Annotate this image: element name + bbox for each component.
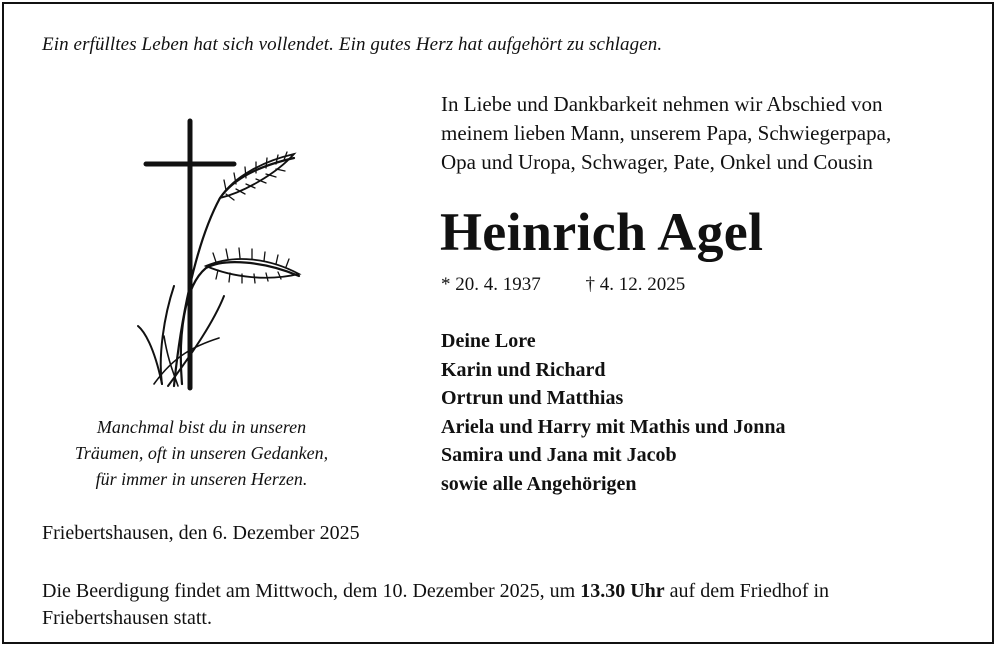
birth-date: * 20. 4. 1937 <box>441 274 541 295</box>
life-dates <box>441 274 685 296</box>
funeral-text-end: auf dem Friedhof in Friebertshausen statt. <box>42 580 830 629</box>
poem-line: Träumen, oft in unseren Gedanken, <box>74 443 329 463</box>
poem-line: Manchmal bist du in unseren <box>96 417 307 437</box>
funeral-time: 13.30 Uhr <box>580 580 665 602</box>
place-and-date: Friebertshausen, den 6. Dezember 2025 <box>42 522 360 544</box>
deceased-name: Heinrich Agel <box>440 202 764 262</box>
poem-line: für immer in unseren Herzen. <box>95 469 308 489</box>
death-date: † 4. 12. 2025 <box>585 274 686 295</box>
mourner-item: sowie alle Angehörigen <box>441 472 637 495</box>
mourner-item: Deine Lore <box>441 330 536 352</box>
mourner-item: Ortrun und Matthias <box>441 387 624 409</box>
mourner-item: Ariela und Harry mit Mathis und Jonna <box>441 415 786 438</box>
intro-text <box>441 90 891 177</box>
mourner-item: Karin und Richard <box>441 358 606 381</box>
mourner-item: Samira und Jana mit Jacob <box>441 444 677 466</box>
headline: Ein erfülltes Leben hat sich vollendet. Ein gutes Herz hat aufgehört zu schlagen. <box>42 34 663 55</box>
poem <box>34 414 369 492</box>
mourners-list <box>441 327 785 498</box>
obituary-notice <box>2 2 994 644</box>
funeral-info <box>42 578 942 632</box>
intro-line: meinem lieben Mann, unserem Papa, Schwiegerpapa, <box>441 121 892 145</box>
cross-with-wheat-icon <box>134 116 304 391</box>
intro-line: In Liebe und Dankbarkeit nehmen wir Abschied von <box>441 92 883 116</box>
intro-line: Opa und Uropa, Schwager, Pate, Onkel und Cousin <box>441 150 873 174</box>
funeral-text: Die Beerdigung findet am Mittwoch, dem 10. Dezember 2025, um <box>42 580 581 602</box>
